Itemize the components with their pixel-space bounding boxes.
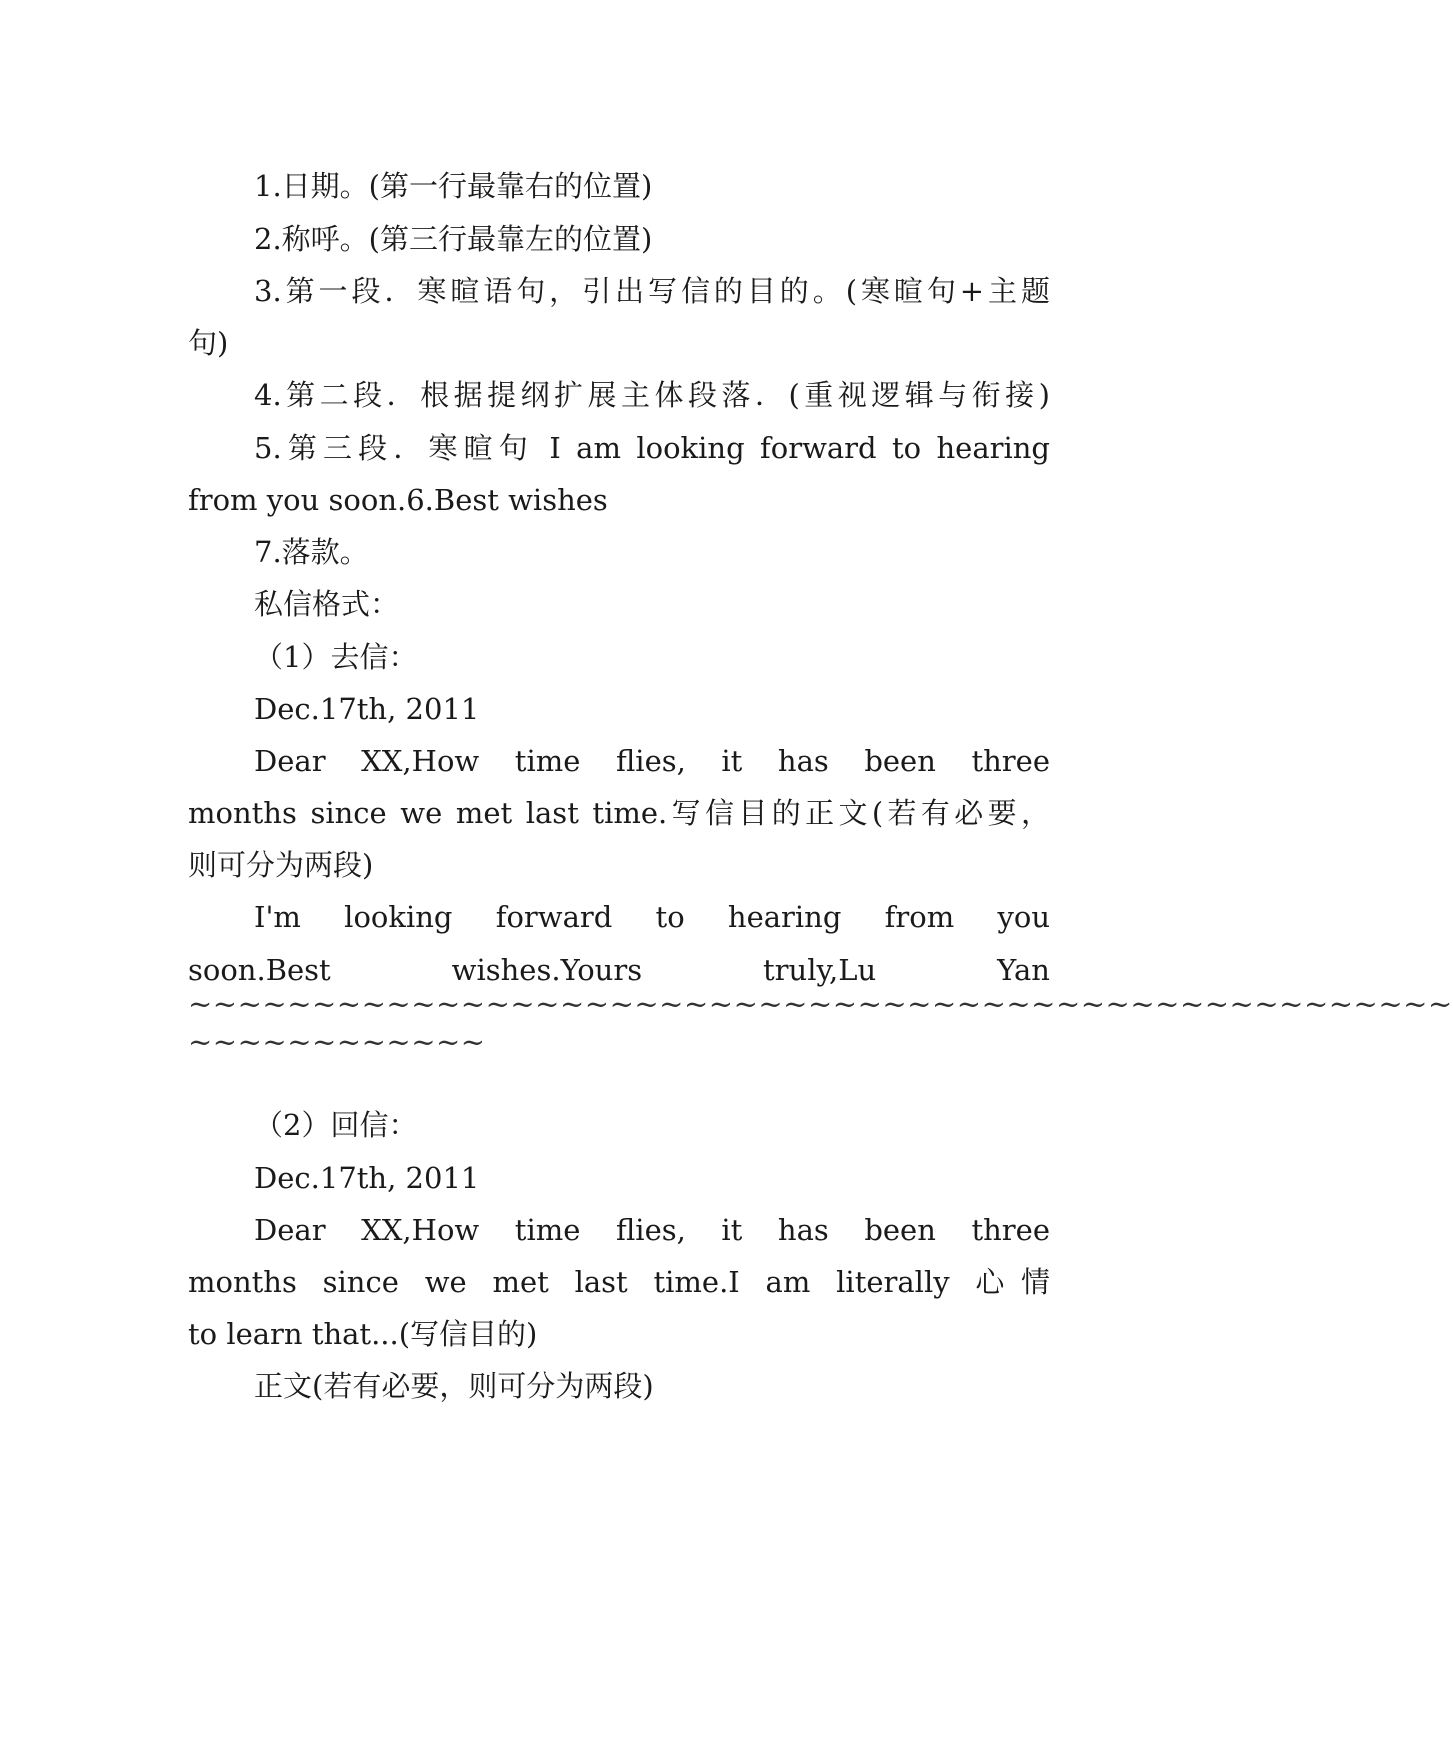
letter1-body: months since we met last time.写信目的正文(若有必要， — [188, 796, 1050, 830]
section-heading-private-letter: 私信格式： — [254, 587, 400, 621]
letter2-greeting: Dear XX,How time flies, it has been three — [254, 1213, 1050, 1247]
separator-line: ~~~~~~~~~~~~~~~~~~~~~~~~~~~~~~~~~~~~~~~~~~~~~~~~~~~ — [188, 987, 1453, 1021]
item-third-paragraph: 5.第三段．寒暄句 I am looking forward to hearing — [254, 431, 1050, 465]
letter1-date: Dec.17th, 2011 — [254, 692, 480, 726]
item-third-paragraph-cont: from you soon.6.Best wishes — [188, 483, 608, 517]
letter1-body-cont: 则可分为两段) — [188, 848, 374, 882]
letter2-body-cont: to learn that...(写信目的) — [188, 1317, 538, 1351]
subheading-outgoing-letter: （1）去信： — [254, 640, 418, 674]
item-first-paragraph: 3.第一段．寒暄语句，引出写信的目的。(寒暄句+主题 — [254, 274, 1050, 308]
subheading-reply-letter: （2）回信： — [254, 1108, 418, 1142]
separator-line-cont: ~~~~~~~~~~~~ — [188, 1025, 486, 1059]
letter1-signoff: soon.Best wishes.Yours truly,Lu Yan — [188, 953, 1050, 987]
item-date: 1.日期。(第一行最靠右的位置) — [254, 169, 653, 203]
item-salutation: 2.称呼。(第三行最靠左的位置) — [254, 222, 653, 256]
letter1-greeting: Dear XX,How time flies, it has been three — [254, 744, 1050, 778]
item-signature: 7.落款。 — [254, 535, 369, 569]
letter2-body: months since we met last time.I am literally 心情 — [188, 1265, 1050, 1299]
item-second-paragraph: 4.第二段．根据提纲扩展主体段落．(重视逻辑与衔接) — [254, 378, 1050, 412]
letter2-date: Dec.17th, 2011 — [254, 1161, 480, 1195]
letter1-closing: I'm looking forward to hearing from you — [254, 900, 1050, 934]
letter2-main-text: 正文(若有必要，则可分为两段) — [254, 1369, 654, 1403]
item-first-paragraph-cont: 句) — [188, 326, 229, 360]
